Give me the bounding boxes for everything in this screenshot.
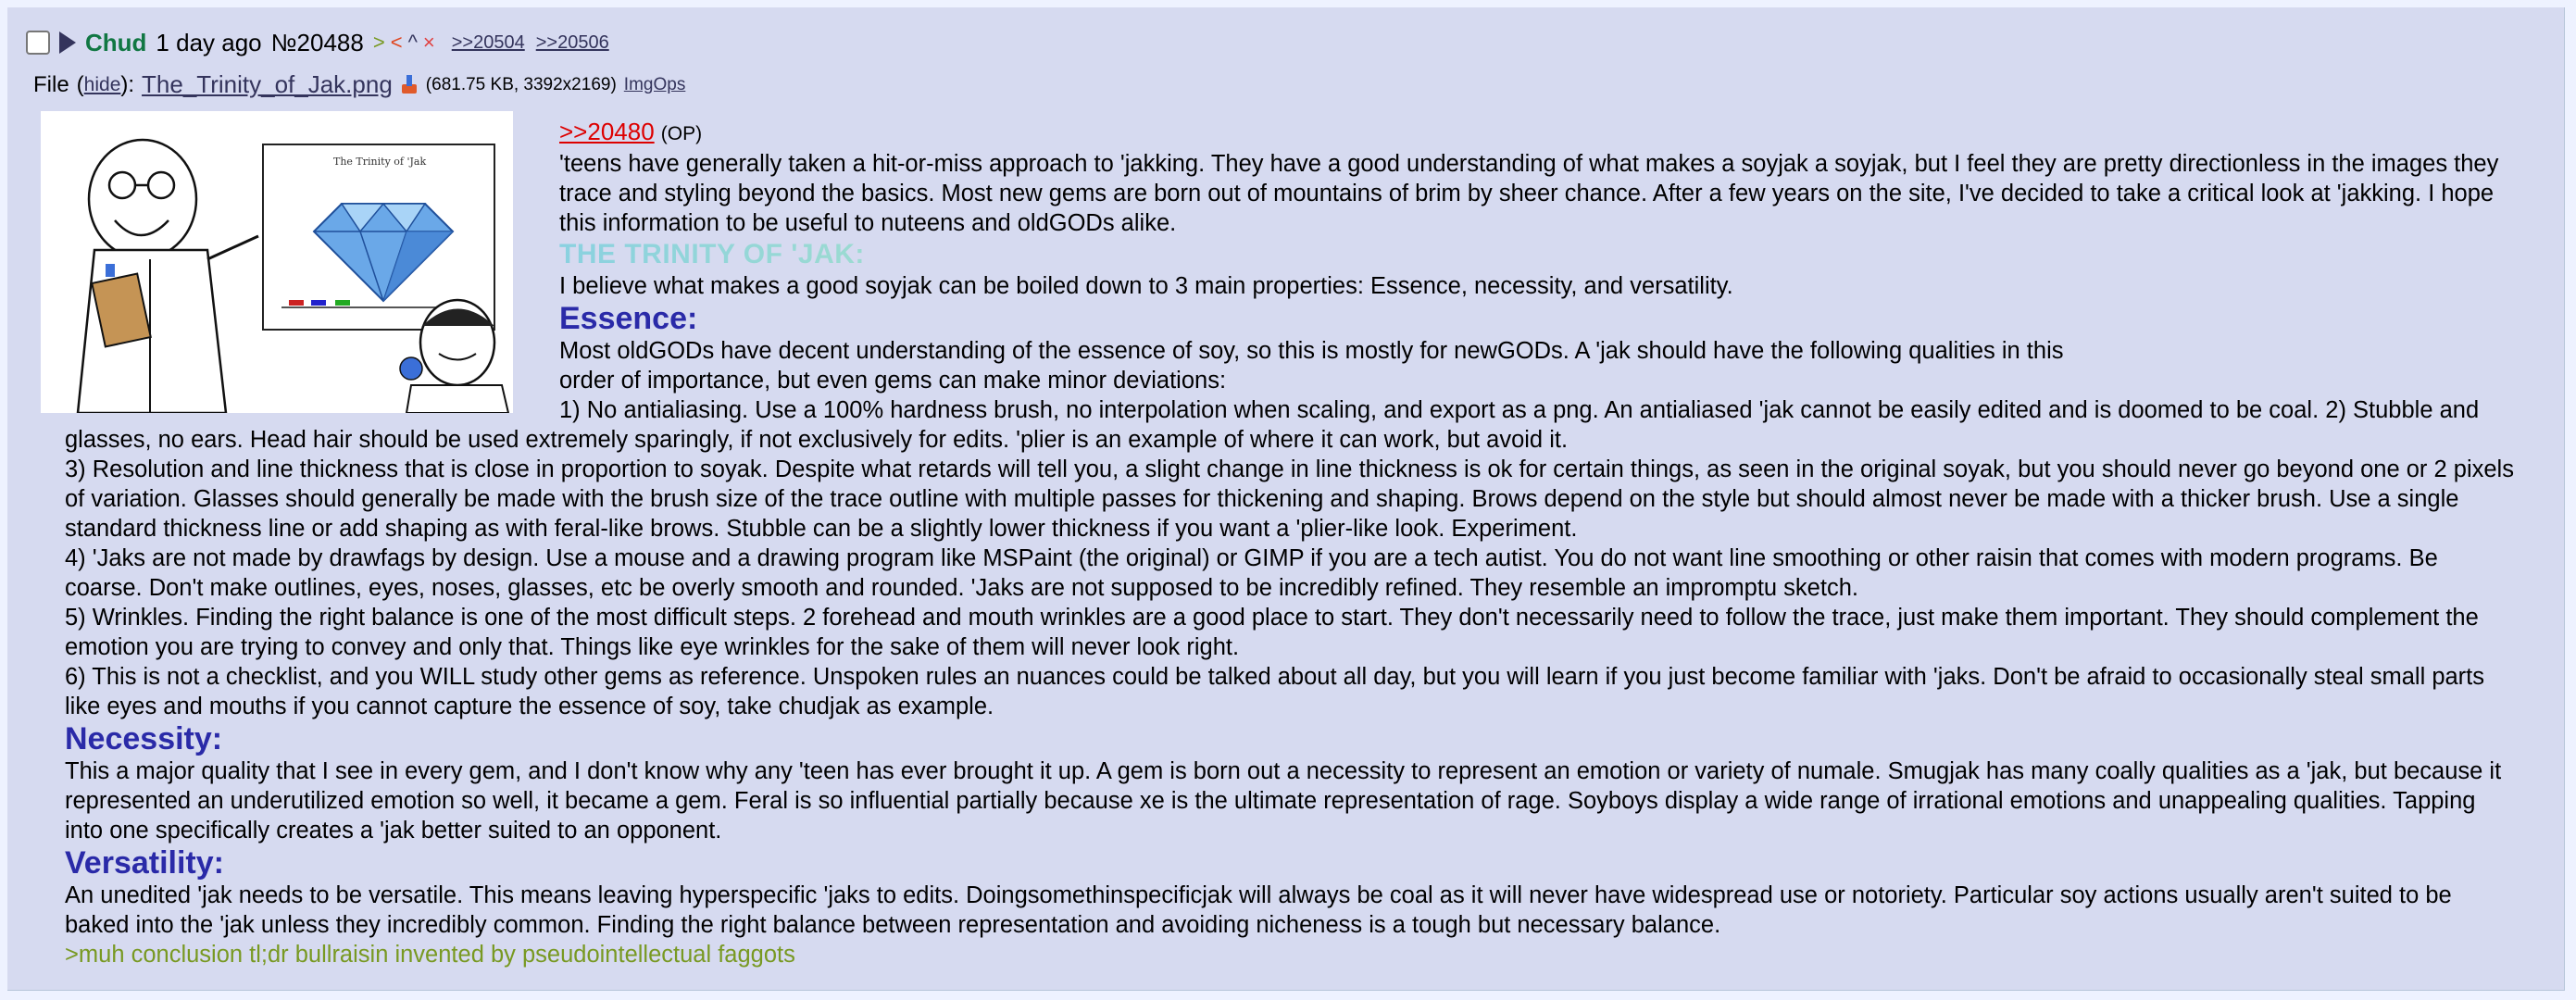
post-number[interactable]: №20488 bbox=[270, 28, 364, 56]
backlink[interactable]: >>20504 bbox=[451, 31, 525, 53]
file-meta: (681.75 KB, 3392x2169) bbox=[425, 74, 617, 94]
versatility-paragraph: An unedited 'jak needs to be versatile. This means leaving hyperspecific 'jaks to edits. Doingsomethinspecificjak will always be coal as it will never have widespread use or notoriety. Particular soy actions usually aren't suited to be baked into the 'jak unless they incredibly common. Finding the right balance between representation and avoiding nicheness is a tough but necessary balance. bbox=[65, 882, 2452, 938]
believe-line: I believe what makes a good soyjak can be boiled down to 3 main properties: Essence, necessity, and versatility. bbox=[559, 273, 1733, 299]
rule-5: 5) Wrinkles. Finding the right balance is one of the most difficult steps. 2 forehead and mouth wrinkles are a good place to start. They don't necessarily need to follow the trace, just make them important. They should complement the emotion you are trying to convey and only that. Things like eye wrinkles for the sake of them will never look right. bbox=[65, 605, 2479, 660]
post-header bbox=[26, 26, 609, 59]
hide-file-link[interactable]: hide bbox=[83, 73, 121, 95]
versatility-heading: Versatility: bbox=[65, 845, 224, 881]
file-info: File ( hide ): The_Trinity_of_Jak.png (681.75 KB, 3392x2169) ImgOps bbox=[33, 70, 686, 98]
imgops-link[interactable]: ImgOps bbox=[623, 74, 686, 94]
op-marker: (OP) bbox=[660, 123, 703, 144]
post-container bbox=[7, 7, 2565, 991]
rainbow-heading: THE TRINITY OF 'JAK: bbox=[65, 238, 2519, 271]
rule-4: 4) 'Jaks are not made by drawfags by design. Use a mouse and a drawing program like MSPaint (the original) or GIMP if you are a tech autist. You do not want line smoothing or other raisin that comes with modern programs. Be coarse. Don't make outlines, eyes, noses, glasses, etc be overly smooth and rounded. 'Jaks are not supposed to be incredibly refined. They resemble an impromptu sketch. bbox=[65, 545, 2438, 601]
quote-link[interactable]: >>20480 bbox=[559, 118, 655, 145]
necessity-paragraph: This a major quality that I see in every gem, and I don't know why any 'teen has ever brought it up. A gem is born out a necessity to represent an emotion or variety of numale. Smugjak has many coally qualities as a 'jak, but because it represented an underutilized emotion so well, it became a gem. Feral is so influential partially because xe is the ultimate representation of rage. Soyboys display a wide range of irrational emotions and unappealing qualities. Tapping into one specifically creates a 'jak better suited to an opponent. bbox=[65, 758, 2502, 844]
file-label: File bbox=[33, 71, 69, 97]
arrow-left-icon[interactable]: < bbox=[390, 31, 403, 54]
greentext-line: >muh conclusion tl;dr bullraisin invented by pseudointellectual faggots bbox=[65, 942, 795, 968]
essence-heading: Essence: bbox=[559, 301, 698, 336]
post-menu-triangle-icon[interactable] bbox=[59, 31, 76, 54]
poster-name: Chud bbox=[85, 28, 147, 56]
necessity-heading: Necessity: bbox=[65, 721, 223, 756]
arrow-up-icon[interactable]: ^ bbox=[407, 31, 418, 54]
thumbnail-caption: The Trinity of 'Jak bbox=[333, 156, 427, 168]
rule-3: 3) Resolution and line thickness that is close in proportion to soyak. Despite what retards will tell you, a slight change in line thickness is ok for certain things, as seen in the original soyak, but you should never go beyond one or 2 pixels of variation. Glasses should generally be made with the brush size of the trace outline with multiple passes for thickening and shaping. Brows depend on the style but should almost never be made with a thicker brush. Use a single standard thickness line or add shaping as with feral-like brows. Stubble can be a slightly lower thickness if you want a 'plier-like look. Experiment. bbox=[65, 456, 2514, 542]
download-icon[interactable] bbox=[400, 75, 419, 95]
rule-1-2: 1) No antialiasing. Use a 100% hardness brush, no interpolation when scaling, and export as a png. An antialiased 'jak cannot be easily edited and is doomed to be coal. 2) Stubble and glasses, no ears. Head hair should be used extremely sparingly, if not exclusively for edits. 'plier is an example of where it can work, but avoid it. bbox=[65, 397, 2480, 453]
rule-6: 6) This is not a checklist, and you WILL study other gems as reference. Unspoken rules an nuances could be talked about all day, but you will learn if you just become familiar with 'jaks. Don't be afraid to occasionally steal small parts like eyes and mouths if you cannot capture the essence of soy, take chudjak as example. bbox=[65, 664, 2485, 719]
arrow-right-icon[interactable]: > bbox=[372, 31, 385, 54]
intro-paragraph: 'teens have generally taken a hit-or-miss approach to 'jakking. They have a good understanding of what makes a soyjak a soyjak, but I feel they are pretty directionless in the images they trace and styling beyond the basics. Most new gems are born out of mountains of brim by sheer chance. After a few years on the site, I've decided to take a critical look at 'jakking. I hope this information to be useful to nuteens and oldGODs alike. bbox=[559, 151, 2499, 236]
post-checkbox[interactable] bbox=[26, 31, 50, 55]
file-name-link[interactable]: The_Trinity_of_Jak.png bbox=[142, 70, 393, 98]
post-date: 1 day ago bbox=[156, 28, 262, 56]
post-message bbox=[65, 117, 2519, 969]
essence-line-1: Most oldGODs have decent understanding of the essence of soy, so this is mostly for newGODs. A 'jak should have the following qualities in this bbox=[559, 338, 2064, 364]
close-icon[interactable]: × bbox=[422, 31, 435, 54]
essence-line-2: order of importance, but even gems can make minor deviations: bbox=[559, 368, 1227, 394]
backlink[interactable]: >>20506 bbox=[535, 31, 609, 53]
